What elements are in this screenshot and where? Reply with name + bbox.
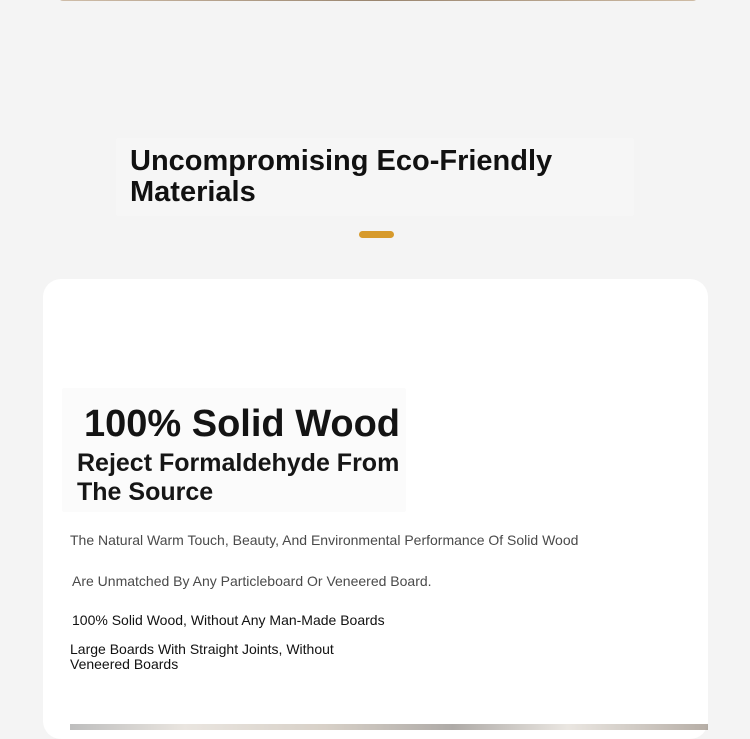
feature-item-solid-wood: 100% Solid Wood, Without Any Man-Made Boards (72, 612, 385, 628)
description-line-1: The Natural Warm Touch, Beauty, And Environmental Performance Of Solid Wood (70, 532, 579, 548)
formaldehyde-subheading: Reject Formaldehyde From The Source (77, 449, 400, 506)
top-image-edge (58, 0, 698, 1)
title-accent-bar (359, 231, 394, 238)
card-image-edge (70, 724, 708, 730)
description-line-2: Are Unmatched By Any Particleboard Or Veneered Board. (72, 573, 432, 589)
solid-wood-heading: 100% Solid Wood (84, 403, 401, 445)
section-title: Uncompromising Eco-Friendly Materials (130, 145, 553, 208)
feature-item-large-boards: Large Boards With Straight Joints, Without Veneered Boards (70, 641, 334, 672)
